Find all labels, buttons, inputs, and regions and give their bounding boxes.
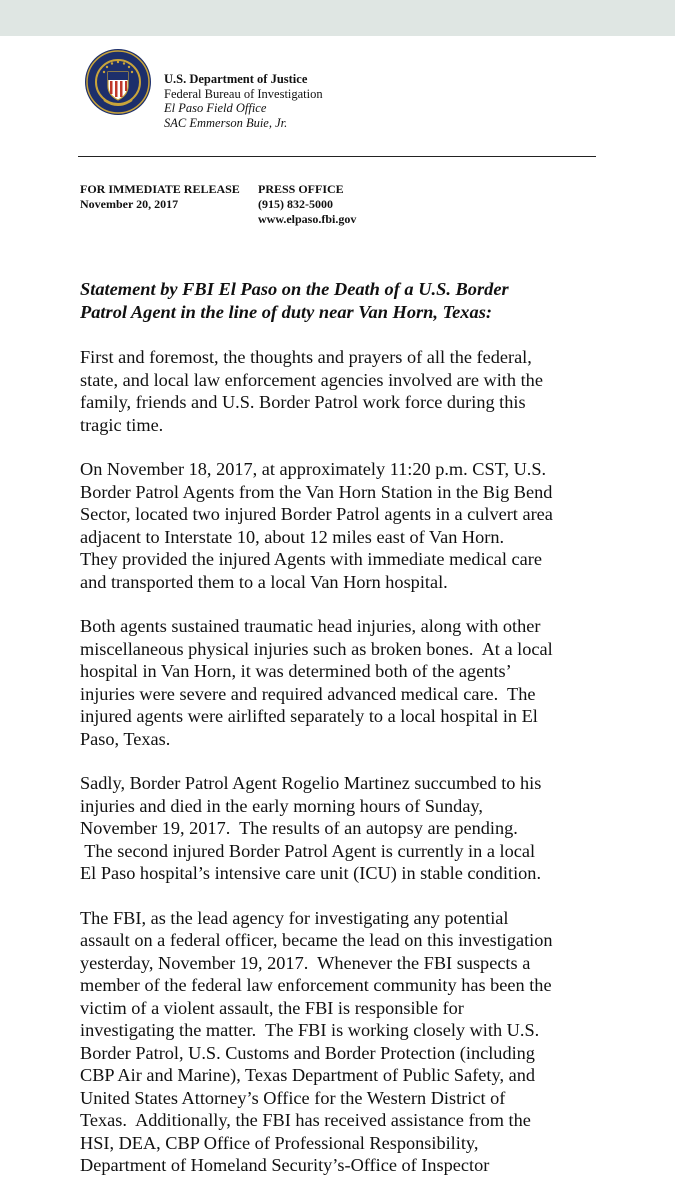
paragraph: [80, 346, 640, 436]
text-line: miscellaneous physical injuries such as broken bones. At a local: [80, 638, 553, 659]
release-block: [80, 182, 356, 227]
text-line: adjacent to Interstate 10, about 12 miles east of Van Horn.: [80, 526, 505, 547]
department-name: U.S. Department of Justice: [164, 72, 308, 86]
fbi-seal-icon: [84, 48, 152, 116]
paragraph: [80, 907, 640, 1177]
paragraph: [80, 458, 640, 593]
press-website: www.elpaso.fbi.gov: [258, 212, 357, 226]
paragraph: [80, 615, 640, 750]
statement-body: [80, 346, 640, 1199]
text-line: family, friends and U.S. Border Patrol work force during this: [80, 392, 526, 412]
text-line: tragic time.: [80, 414, 164, 435]
text-line: On November 18, 2017, at approximately 11:20 p.m. CST, U.S.: [80, 459, 547, 479]
text-line: HSI, DEA, CBP Office of Professional Responsibility,: [80, 1132, 479, 1153]
paragraph: [80, 772, 640, 885]
statement-title: [80, 278, 600, 324]
title-line: Patrol Agent in the line of duty near Van Horn, Texas:: [80, 302, 492, 322]
text-line: Sector, located two injured Border Patrol agents in a culvert area: [80, 504, 553, 524]
text-line: Border Patrol Agents from the Van Horn Station in the Big Bend: [80, 481, 553, 502]
text-line: Sadly, Border Patrol Agent Rogelio Martinez succumbed to his: [80, 773, 542, 793]
text-line: yesterday, November 19, 2017. Whenever the FBI suspects a: [80, 952, 531, 973]
text-line: assault on a federal officer, became the lead on this investigation: [80, 930, 553, 950]
text-line: Texas. Additionally, the FBI has received assistance from the: [80, 1110, 531, 1130]
top-status-bar: [0, 0, 675, 36]
header-divider: [78, 156, 596, 157]
text-line: and transported them to a local Van Horn hospital.: [80, 571, 448, 592]
bureau-name: Federal Bureau of Investigation: [164, 86, 323, 101]
text-line: They provided the injured Agents with immediate medical care: [80, 549, 542, 569]
text-line: El Paso hospital’s intensive care unit (ICU) in stable condition.: [80, 863, 542, 883]
sac-name: SAC Emmerson Buie, Jr.: [164, 115, 288, 130]
text-line: hospital in Van Horn, it was determined both of the agents’: [80, 661, 512, 681]
title-line: Statement by FBI El Paso on the Death of a U.S. Border: [80, 279, 509, 299]
text-line: injuries were severe and required advanced medical care. The: [80, 683, 536, 704]
text-line: investigating the matter. The FBI is working closely with U.S.: [80, 1020, 540, 1040]
letterhead: [164, 72, 323, 130]
text-line: injured agents were airlifted separately to a local hospital in El: [80, 706, 538, 726]
text-line: Paso, Texas.: [80, 728, 171, 749]
text-line: First and foremost, the thoughts and prayers of all the federal,: [80, 347, 532, 367]
text-line: Department of Homeland Security’s-Office of Inspector: [80, 1155, 490, 1175]
text-line: injuries and died in the early morning hours of Sunday,: [80, 795, 483, 816]
text-line: The FBI, as the lead agency for investigating any potential: [80, 907, 509, 928]
text-line: victim of a violent assault, the FBI is responsible for: [80, 997, 464, 1018]
text-line: member of the federal law enforcement community has been the: [80, 975, 552, 995]
text-line: Both agents sustained traumatic head injuries, along with other: [80, 616, 541, 636]
release-date: November 20, 2017: [80, 197, 179, 211]
press-office-label: PRESS OFFICE: [258, 182, 344, 196]
text-line: Border Patrol, U.S. Customs and Border Protection (including: [80, 1042, 535, 1063]
text-line: United States Attorney’s Office for the Western District of: [80, 1087, 506, 1108]
text-line: state, and local law enforcement agencies involved are with the: [80, 369, 543, 390]
text-line: The second injured Border Patrol Agent is currently in a local: [80, 840, 536, 861]
field-office-name: El Paso Field Office: [164, 101, 267, 115]
press-phone: (915) 832-5000: [258, 197, 333, 211]
release-label: FOR IMMEDIATE RELEASE: [80, 182, 240, 196]
text-line: CBP Air and Marine), Texas Department of Public Safety, and: [80, 1065, 535, 1085]
text-line: November 19, 2017. The results of an autopsy are pending.: [80, 818, 518, 838]
